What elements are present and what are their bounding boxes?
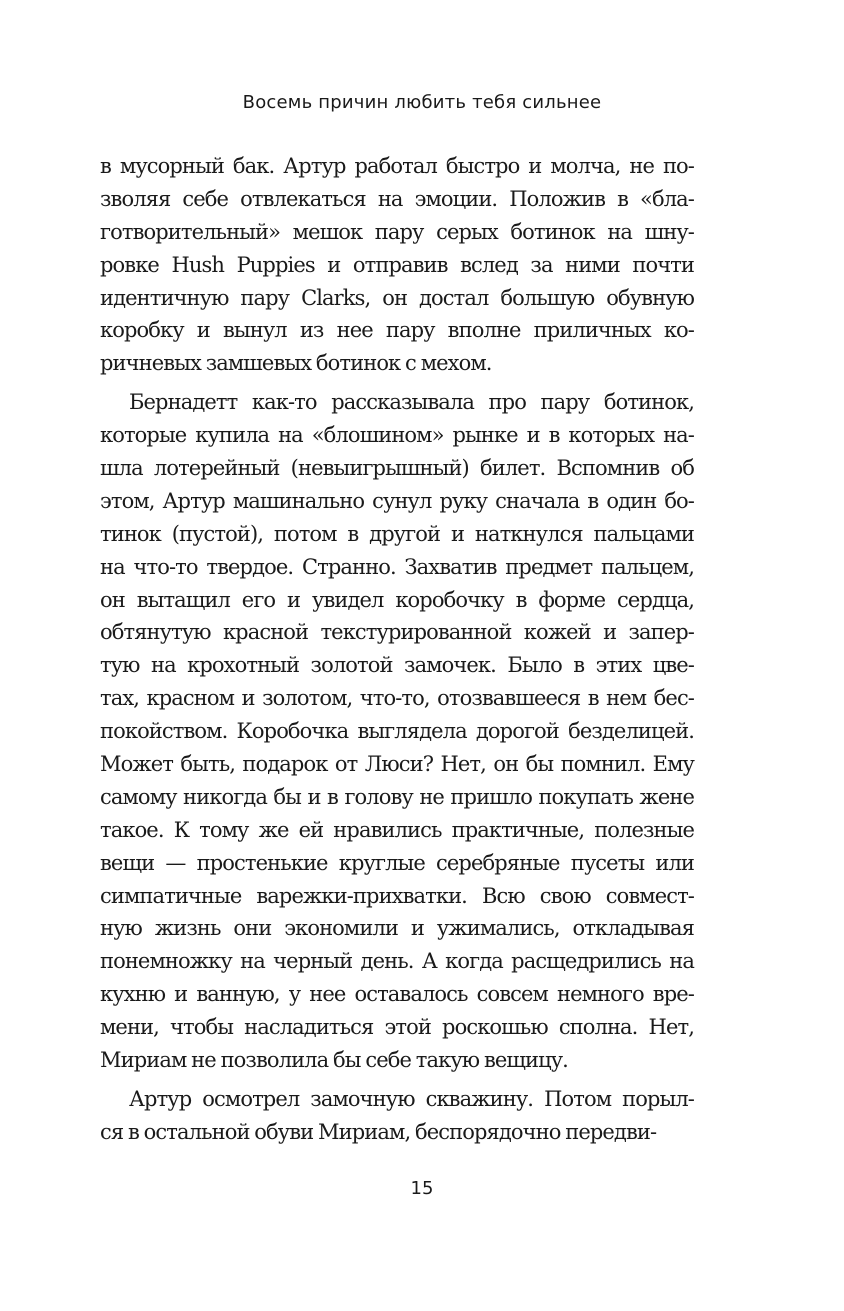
text-line: коробку и вынул из нее пару вполне приличных ко- <box>100 318 694 343</box>
running-title: Восемь причин любить тебя сильнее <box>242 92 602 113</box>
text-line: симпатичные варежки-прихватки. Всю свою совмест- <box>100 883 694 908</box>
text-line: в мусорный бак. Артур работал быстро и молча, не по- <box>100 154 694 178</box>
text-line: Мириам не позволила бы себе такую вещицу. <box>100 1048 568 1073</box>
text-line: самому никогда бы и в голову не пришло покупать жене <box>100 784 694 809</box>
body-text <box>100 150 694 1149</box>
text-line: ся в остальной обуви Мириам, беспорядочно передви- <box>100 1119 657 1144</box>
text-line: Артур осмотрел замочную скважину. Потом порыл- <box>129 1086 694 1111</box>
text-line: покойством. Коробочка выглядела дорогой безделицей. <box>100 719 694 744</box>
text-line: тинок (пустой), потом в другой и наткнулся пальцами <box>100 521 694 546</box>
text-line: тую на крохотный золотой замочек. Было в этих цве- <box>100 653 694 678</box>
text-line: тах, красном и золотом, что-то, отозвавшееся в нем бес- <box>100 686 694 711</box>
text-line: он вытащил его и увидел коробочку в форме сердца, <box>100 587 694 612</box>
text-line: ричневых замшевых ботинок с мехом. <box>100 351 492 376</box>
text-line: ровке Hush Puppies и отправив вслед за ними почти <box>100 252 694 277</box>
text-line: этом, Артур машинально сунул руку сначала в один бо- <box>100 488 694 513</box>
text-line: понемножку на черный день. А когда расщедрились на <box>100 949 694 974</box>
page-number: 15 <box>410 1178 434 1199</box>
text-line: на что-то твердое. Странно. Захватив предмет пальцем, <box>100 554 694 579</box>
text-line: зволяя себе отвлекаться на эмоции. Положив в «бла- <box>100 186 694 211</box>
text-line: обтянутую красной текстурированной кожей и запер- <box>100 620 694 645</box>
text-line: Бернадетт как-то рассказывала про пару ботинок, <box>129 390 694 415</box>
text-line: ную жизнь они экономили и ужимались, откладывая <box>100 916 694 941</box>
text-line: Может быть, подарок от Люси? Нет, он бы помнил. Ему <box>100 752 694 777</box>
text-line: готворительный» мешок пару серых ботинок на шну- <box>100 219 694 244</box>
text-line: шла лотерейный (невыигрышный) билет. Вспомнив об <box>100 456 694 481</box>
text-line: идентичную пару Clarks, он достал большую обувную <box>100 285 694 310</box>
text-line: вещи — простенькие круглые серебряные пусеты или <box>100 850 694 875</box>
text-line: которые купила на «блошином» рынке и в которых на- <box>100 423 694 448</box>
text-line: такое. К тому же ей нравились практичные, полезные <box>100 817 694 842</box>
text-line: мени, чтобы насладиться этой роскошью сполна. Нет, <box>100 1015 694 1040</box>
text-line: кухню и ванную, у нее оставалось совсем немного вре- <box>100 982 694 1007</box>
